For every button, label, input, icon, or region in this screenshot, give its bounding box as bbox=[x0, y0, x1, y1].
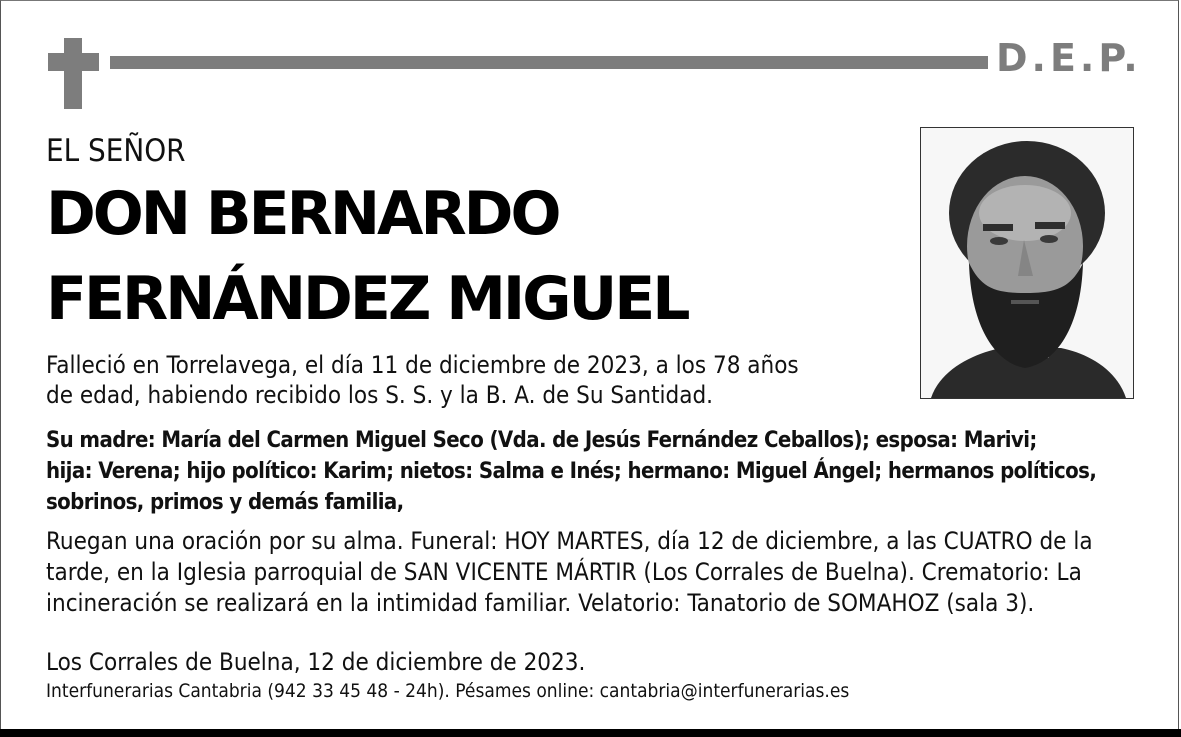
funeral-line: Ruegan una oración por su alma. Funeral: HOY MARTES, día 12 de diciembre, a las CUATRO de la bbox=[46, 527, 1093, 555]
deceased-name-line1: DON BERNARDO bbox=[46, 179, 559, 249]
death-notice-line: de edad, habiendo recibido los S. S. y la B. A. de Su Santidad. bbox=[46, 381, 714, 409]
funeral-paragraph bbox=[46, 526, 1093, 619]
family-line: sobrinos, primos y demás familia, bbox=[46, 490, 404, 515]
cross-icon-bar bbox=[48, 53, 99, 71]
bottom-rule bbox=[0, 729, 1181, 737]
portrait-photo bbox=[920, 127, 1134, 399]
dep-mark: D.E.P. bbox=[996, 36, 1142, 80]
funeral-line: incineración se realizará en la intimidad familiar. Velatorio: Tanatorio de SOMAHOZ (sala 3). bbox=[46, 589, 1035, 617]
death-notice-line: Falleció en Torrelavega, el día 11 de diciembre de 2023, a los 78 años bbox=[46, 351, 799, 379]
honorific-prefix: EL SEÑOR bbox=[46, 133, 186, 169]
deceased-name-line2: FERNÁNDEZ MIGUEL bbox=[46, 264, 688, 334]
family-line: Su madre: María del Carmen Miguel Seco (Vda. de Jesús Fernández Ceballos); esposa: Marivi; bbox=[46, 428, 1037, 453]
funeral-home-footer: Interfunerarias Cantabria (942 33 45 48 - 24h). Pésames online: cantabria@interfunerarias.es bbox=[46, 680, 850, 702]
death-notice-paragraph bbox=[46, 350, 799, 410]
portrait-icon bbox=[921, 128, 1133, 398]
funeral-line: tarde, en la Iglesia parroquial de SAN VICENTE MÁRTIR (Los Corrales de Buelna). Crematorio: La bbox=[46, 558, 1082, 586]
family-paragraph bbox=[46, 425, 1096, 518]
place-date: Los Corrales de Buelna, 12 de diciembre de 2023. bbox=[46, 648, 586, 676]
header-rule bbox=[110, 56, 988, 69]
cross-icon bbox=[64, 38, 82, 109]
family-line: hija: Verena; hijo político: Karim; nietos: Salma e Inés; hermano: Miguel Ángel; hermanos políticos, bbox=[46, 459, 1097, 484]
